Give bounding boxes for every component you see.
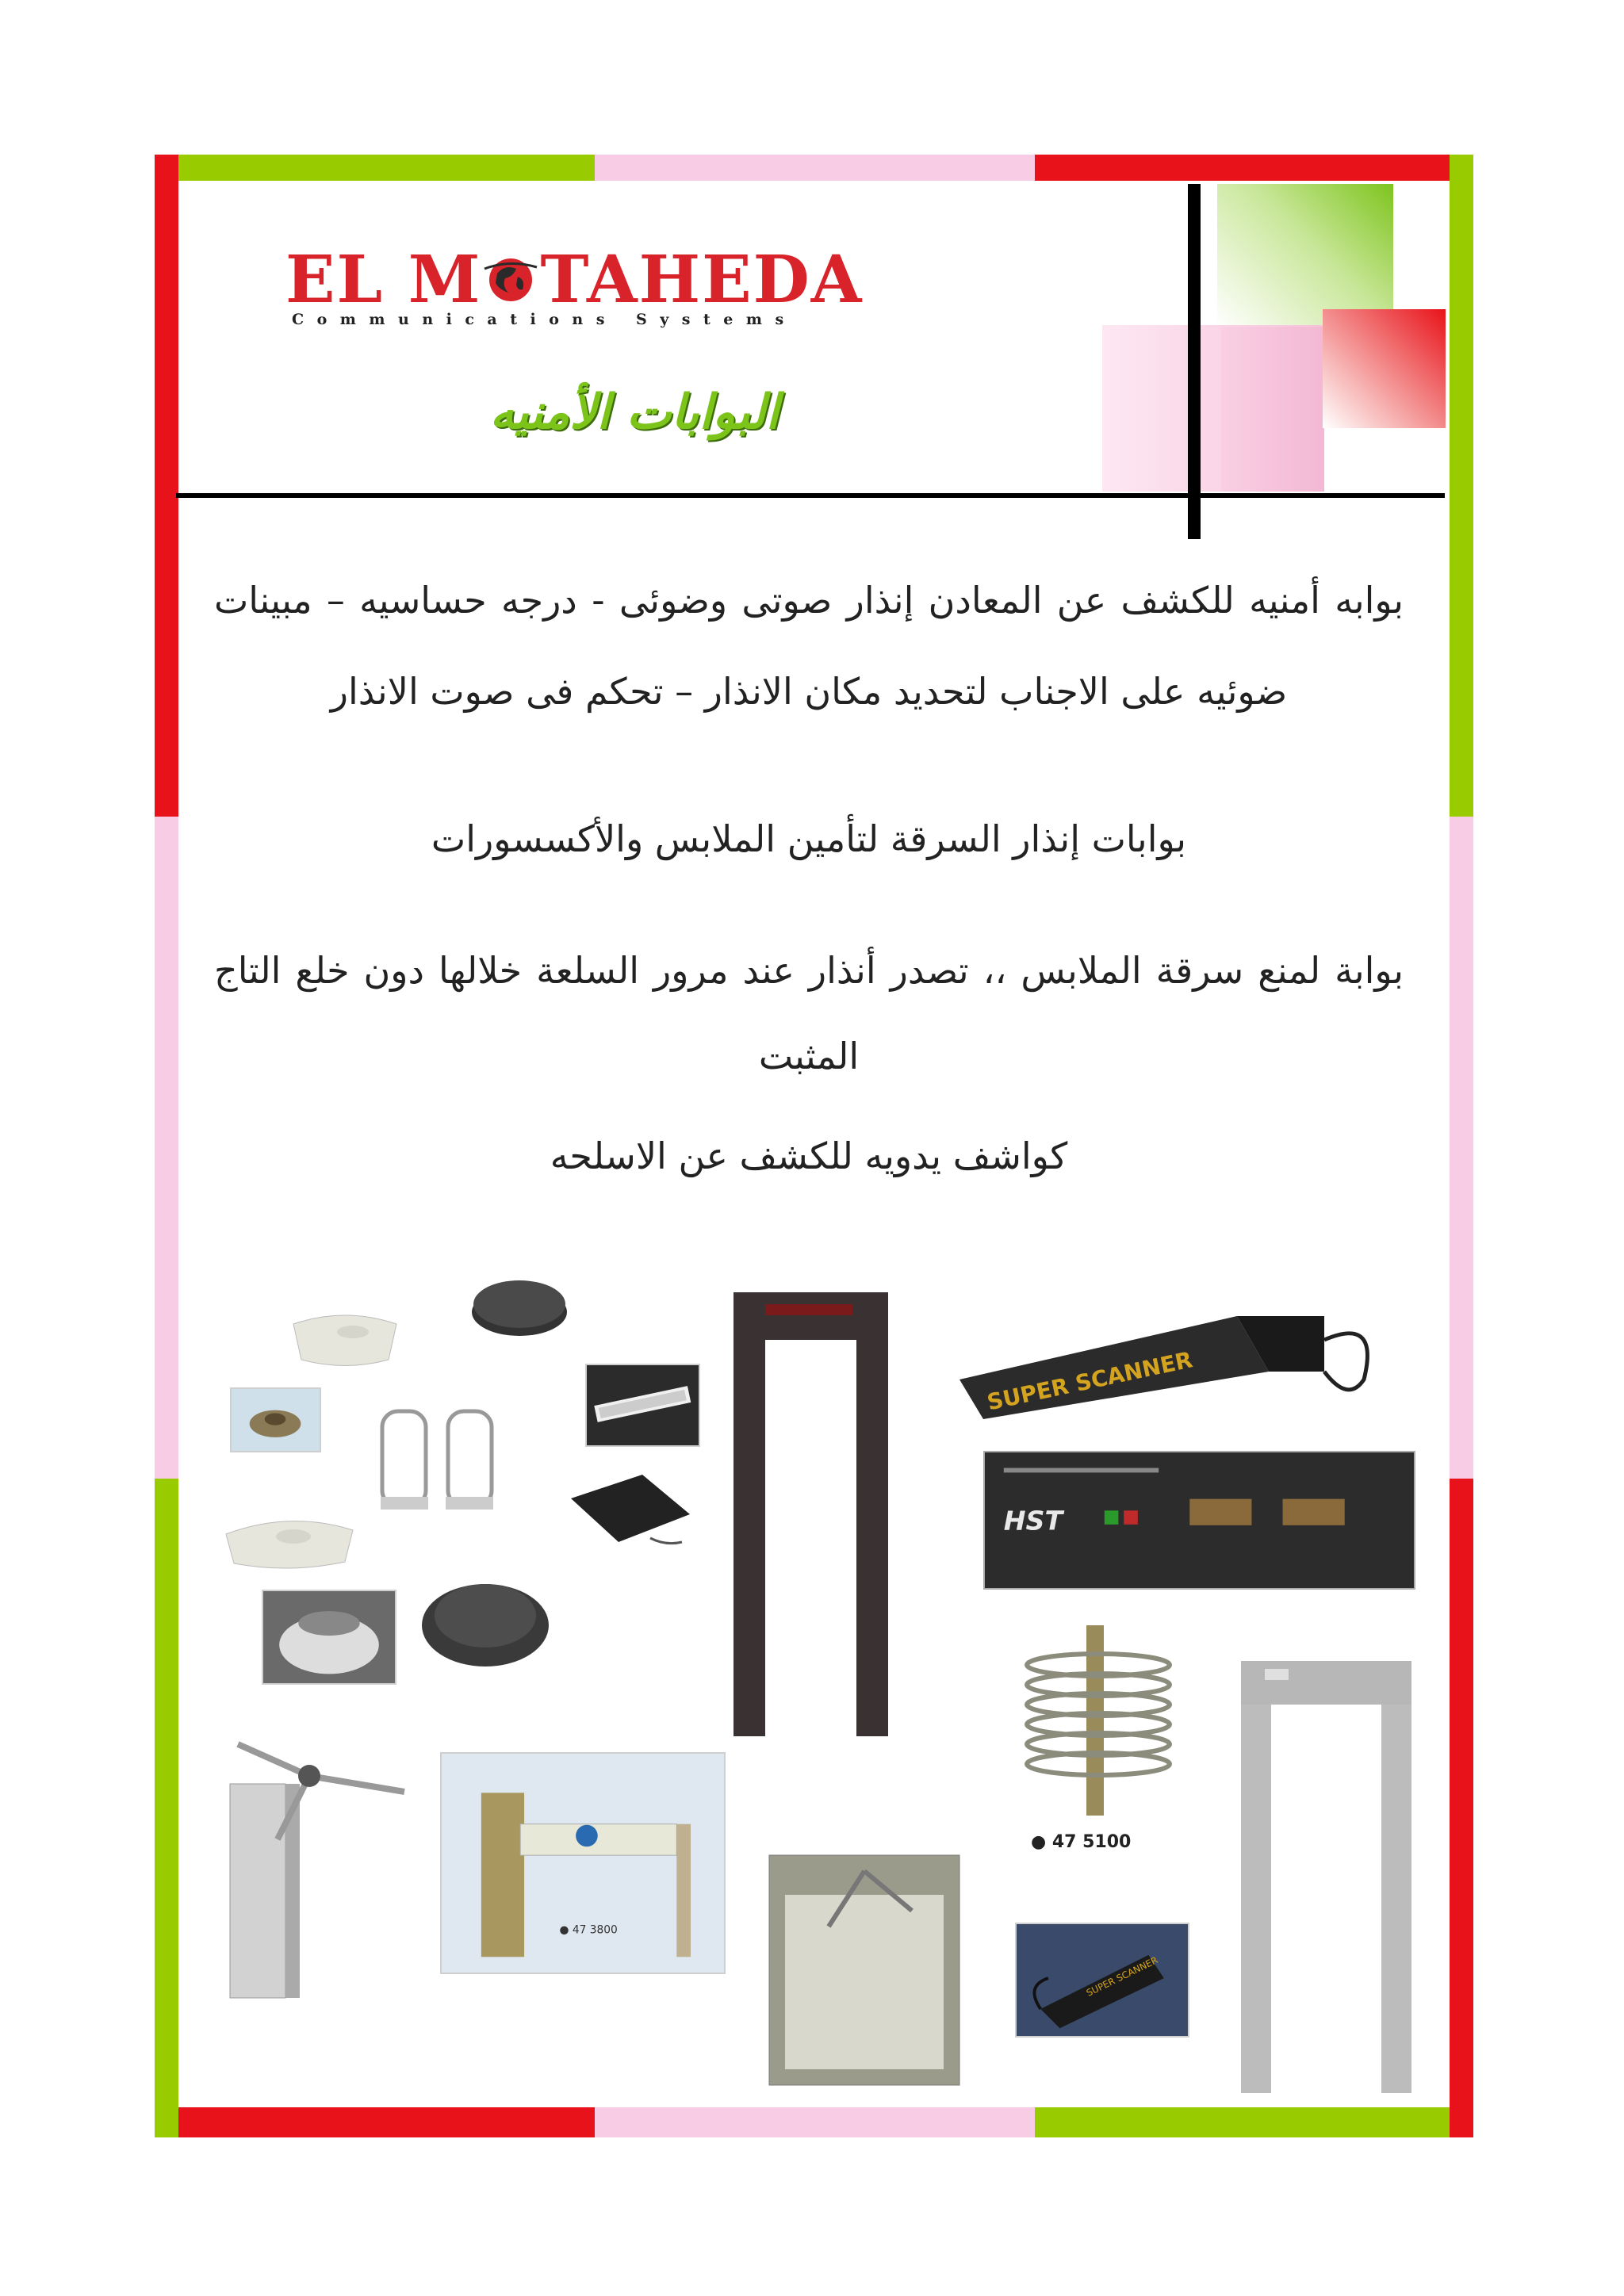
border-left-pink bbox=[155, 817, 178, 1479]
paragraph-clothing-gate: بوابة لمنع سرقة الملابس ،، تصدر أنذار عند مرور السلعة خلالها دون خلع التاج المثبت bbox=[214, 949, 1404, 1077]
deco-pink-square-center bbox=[1221, 327, 1324, 492]
product-security-tag-round-dark bbox=[468, 1269, 571, 1341]
border-top-red-right bbox=[1035, 155, 1473, 181]
border-right-green bbox=[1450, 155, 1473, 817]
product-hard-tag-white bbox=[262, 1590, 396, 1685]
globe-icon bbox=[481, 251, 540, 303]
logo-name-right: TAHEDA bbox=[540, 242, 864, 318]
border-left-green bbox=[155, 1479, 178, 2137]
border-top-green bbox=[155, 155, 595, 181]
product-archway-detector bbox=[1233, 1645, 1419, 2101]
product-cabinet-turnstile bbox=[753, 1823, 975, 2093]
product-walkthrough-metal-detector bbox=[718, 1276, 904, 1744]
paragraph-anti-theft-gates: بوابات إنذار السرقة لتأمين الملابس والأكسسورات bbox=[431, 817, 1187, 860]
svg-text:● 47 3800: ● 47 3800 bbox=[559, 1923, 618, 1937]
product-hand-scanner-2 bbox=[1015, 1923, 1189, 2038]
product-control-panel bbox=[983, 1451, 1415, 1590]
page-title: البوابات الأمنيه bbox=[489, 385, 779, 440]
product-security-tag-square-2 bbox=[214, 1506, 365, 1574]
product-full-height-turnstile bbox=[1007, 1617, 1189, 1863]
product-tag-pin bbox=[230, 1387, 321, 1452]
product-security-tag-square bbox=[278, 1300, 412, 1373]
border-left-red bbox=[155, 155, 178, 817]
horizontal-rule bbox=[176, 493, 1445, 498]
svg-text:HST: HST bbox=[1003, 1505, 1063, 1536]
company-logo bbox=[285, 242, 872, 335]
product-swing-gate bbox=[440, 1752, 726, 1974]
product-antenna-pedestals bbox=[373, 1403, 508, 1514]
border-bottom-red bbox=[178, 2107, 595, 2137]
svg-text:SUPER SCANNER: SUPER SCANNER bbox=[984, 1346, 1195, 1416]
product-tripod-turnstile bbox=[214, 1728, 420, 2006]
border-bottom-green bbox=[1035, 2107, 1450, 2137]
deco-red-square bbox=[1323, 309, 1446, 428]
deco-green-square bbox=[1217, 184, 1393, 328]
border-right-red bbox=[1450, 1479, 1473, 2137]
paragraph-hand-detectors: كواشف يدويه للكشف عن الاسلحه bbox=[550, 1135, 1068, 1177]
border-right-pink bbox=[1450, 817, 1473, 1479]
svg-text:SUPER SCANNER: SUPER SCANNER bbox=[1084, 1954, 1160, 1999]
vertical-rule bbox=[1188, 184, 1201, 539]
product-hand-scanner bbox=[952, 1284, 1396, 1427]
logo-name-left: EL M bbox=[285, 242, 482, 318]
product-label-tag bbox=[585, 1364, 700, 1447]
border-top-pink bbox=[595, 155, 1035, 181]
paragraph-metal-detector-gate: بوابه أمنيه للكشف عن المعادن إنذار صوتى وضوئى - درجه حساسيه – مبينات ضوئيه على الاجناب لتحديد مكان الانذار – تحكم فى صوت الانذار bbox=[214, 579, 1404, 713]
logo-name bbox=[285, 242, 864, 318]
svg-text:● 47 5100: ● 47 5100 bbox=[1031, 1832, 1132, 1852]
product-hard-tag-ribbed bbox=[420, 1570, 551, 1671]
border-bottom-pink bbox=[595, 2107, 1035, 2137]
product-deactivator-pad bbox=[555, 1467, 698, 1554]
logo-subtitle: Communications Systems bbox=[292, 311, 797, 328]
